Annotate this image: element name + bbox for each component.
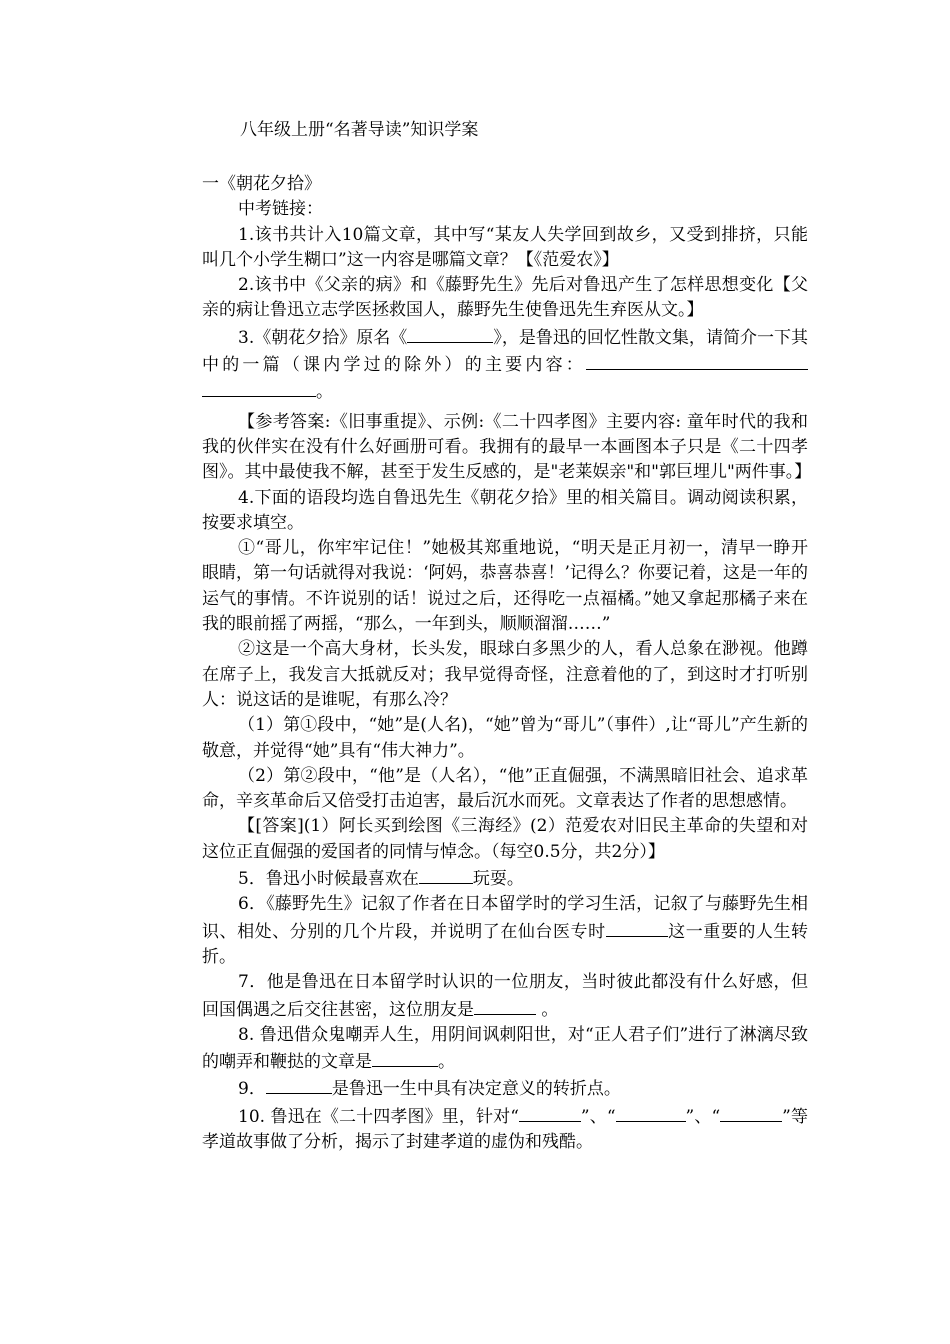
fill-blank[interactable]	[372, 1048, 438, 1067]
document-page	[202, 118, 812, 1155]
question-3-part-b: 》，是鲁迅的回忆性散文集，请简介一下其中的一篇（课内学过的除外）的主要内容：	[202, 327, 808, 376]
question-6	[202, 892, 808, 970]
question-5	[202, 865, 808, 892]
passage-1: ①“哥儿，你牢牢记住！”她极其郑重地说，“明天是正月初一，清早一睁开眼睛，第一句话就得对我说：‘阿妈，恭喜恭喜！’记得么？你要记着，这是一年的运气的事情。不许说别的话！说过之后，还得吃一点福橘。”她又拿起那橘子来在我的眼前摇了两摇，“那么，一年到头，顺顺溜溜……”	[202, 538, 808, 635]
question-5-part-b: 玩耍。	[472, 869, 524, 890]
section-heading: 一《朝花夕拾》	[202, 174, 321, 194]
fill-blank[interactable]	[419, 865, 473, 884]
question-1: 1.该书共计入10篇文章，其中写“某友人失学回到故乡，又受到排挤，只能叫几个小学生糊口”这一内容是哪篇文章？【《范爱农》】	[202, 224, 808, 270]
question-4: 4.下面的语段均选自鲁迅先生《朝花夕拾》里的相关篇目。调动阅读积累，按要求填空。	[202, 487, 808, 533]
sub-question-2: （2）第②段中，“他”是（人名），“他”正直倔强，不满黑暗旧社会、追求革命，辛亥革命后又倍受打击迫害，最后沉水而死。文章表达了作者的思想感情。	[202, 765, 808, 812]
question-10-part-b: ”、“	[580, 1106, 616, 1127]
question-8	[202, 1023, 808, 1076]
question-7-part-b: 。	[536, 999, 559, 1020]
question-7	[202, 970, 808, 1023]
question-10-part-a: 10. 鲁迅在《二十四孝图》里，针对“	[238, 1106, 519, 1127]
question-9-part-b: 是鲁迅一生中具有决定意义的转折点。	[331, 1079, 621, 1100]
question-2: 2.该书中《父亲的病》和《藤野先生》先后对鲁迅产生了怎样思想变化【父亲的病让鲁迅立志学医拯救国人，藤野先生使鲁迅先生弃医从文。】	[202, 275, 808, 321]
question-8-part-b: 。	[438, 1052, 455, 1073]
question-8-part-a: 8. 鲁迅借众鬼嘲弄人生，用阴间讽刺阳世，对“正人君子们”进行了淋漓尽致的嘲弄和鞭挞的文章是	[202, 1024, 808, 1073]
sub-heading: 中考链接：	[238, 199, 323, 220]
question-6-part-a: 6．《藤野先生》记叙了作者在日本留学时的学习生活，记叙了与藤野先生相识、相处、分别的几个片段，并说明了在仙台医专时	[202, 894, 808, 942]
question-10-part-c: ”、“	[685, 1106, 721, 1127]
question-3-part-a: 3.《朝花夕拾》原名《	[238, 327, 408, 348]
question-3-answer: 【参考答案:《旧事重提》、示例:《二十四孝图》主要内容: 童年时代的我和我的伙伴实在没有什么好画册可看。我拥有的最早一本画图本子只是《二十四孝图》。其中最使我不解，甚至于发生反感的，是"老莱娱亲"和"郭巨埋儿"两件事。】	[202, 411, 812, 483]
fill-blank[interactable]	[202, 378, 316, 397]
fill-blank[interactable]	[616, 1103, 686, 1122]
fill-blank[interactable]	[474, 996, 536, 1015]
fill-blank[interactable]	[407, 324, 493, 343]
question-3	[202, 324, 808, 406]
question-10-part-d: ”等孝道故事做了分析，揭示了封建孝道的虚伪和残酷。	[202, 1106, 808, 1152]
question-9-part-a: 9．	[238, 1079, 266, 1100]
fill-blank[interactable]	[266, 1075, 332, 1094]
question-6-part-b: 这一重要的人生转折。	[202, 921, 809, 967]
question-7-part-a: 7．他是鲁迅在日本留学时认识的一位朋友，当时彼此都没有什么好感，但回国偶遇之后交往甚密，这位朋友是	[202, 972, 808, 1020]
fill-blank[interactable]	[720, 1103, 766, 1122]
fill-blank[interactable]	[586, 351, 808, 370]
question-10	[202, 1103, 808, 1156]
question-5-part-a: 5．鲁迅小时候最喜欢在	[238, 869, 419, 890]
fill-blank[interactable]	[519, 1103, 581, 1122]
passage-2: ②这是一个高大身材，长头发，眼球白多黑少的人，看人总象在渺视。他蹲在席子上，我发言大抵就反对；我早觉得奇怪，注意着他的了，到这时才打听别人：说这话的是谁呢，有那么冷？	[202, 639, 808, 710]
question-4-answer: 【[答案](1）阿长买到绘图《三海经》(2）范爱农对旧民主革命的失望和对这位正直倔强的爱国者的同情与悼念。（每空0.5分，共2分）】	[202, 816, 808, 862]
question-3-part-c: 。	[316, 382, 333, 403]
document-title: 八年级上册“名著导读”知识学案	[240, 120, 479, 140]
fill-blank[interactable]	[606, 918, 668, 937]
fill-blank[interactable]	[766, 1103, 782, 1122]
question-9	[202, 1075, 808, 1102]
sub-question-1: （1）第①段中，“她”是(人名)，“她”曾为“哥儿”（事件）,让“哥儿”产生新的敬意，并觉得“她”具有“伟大神力”。	[202, 715, 808, 761]
